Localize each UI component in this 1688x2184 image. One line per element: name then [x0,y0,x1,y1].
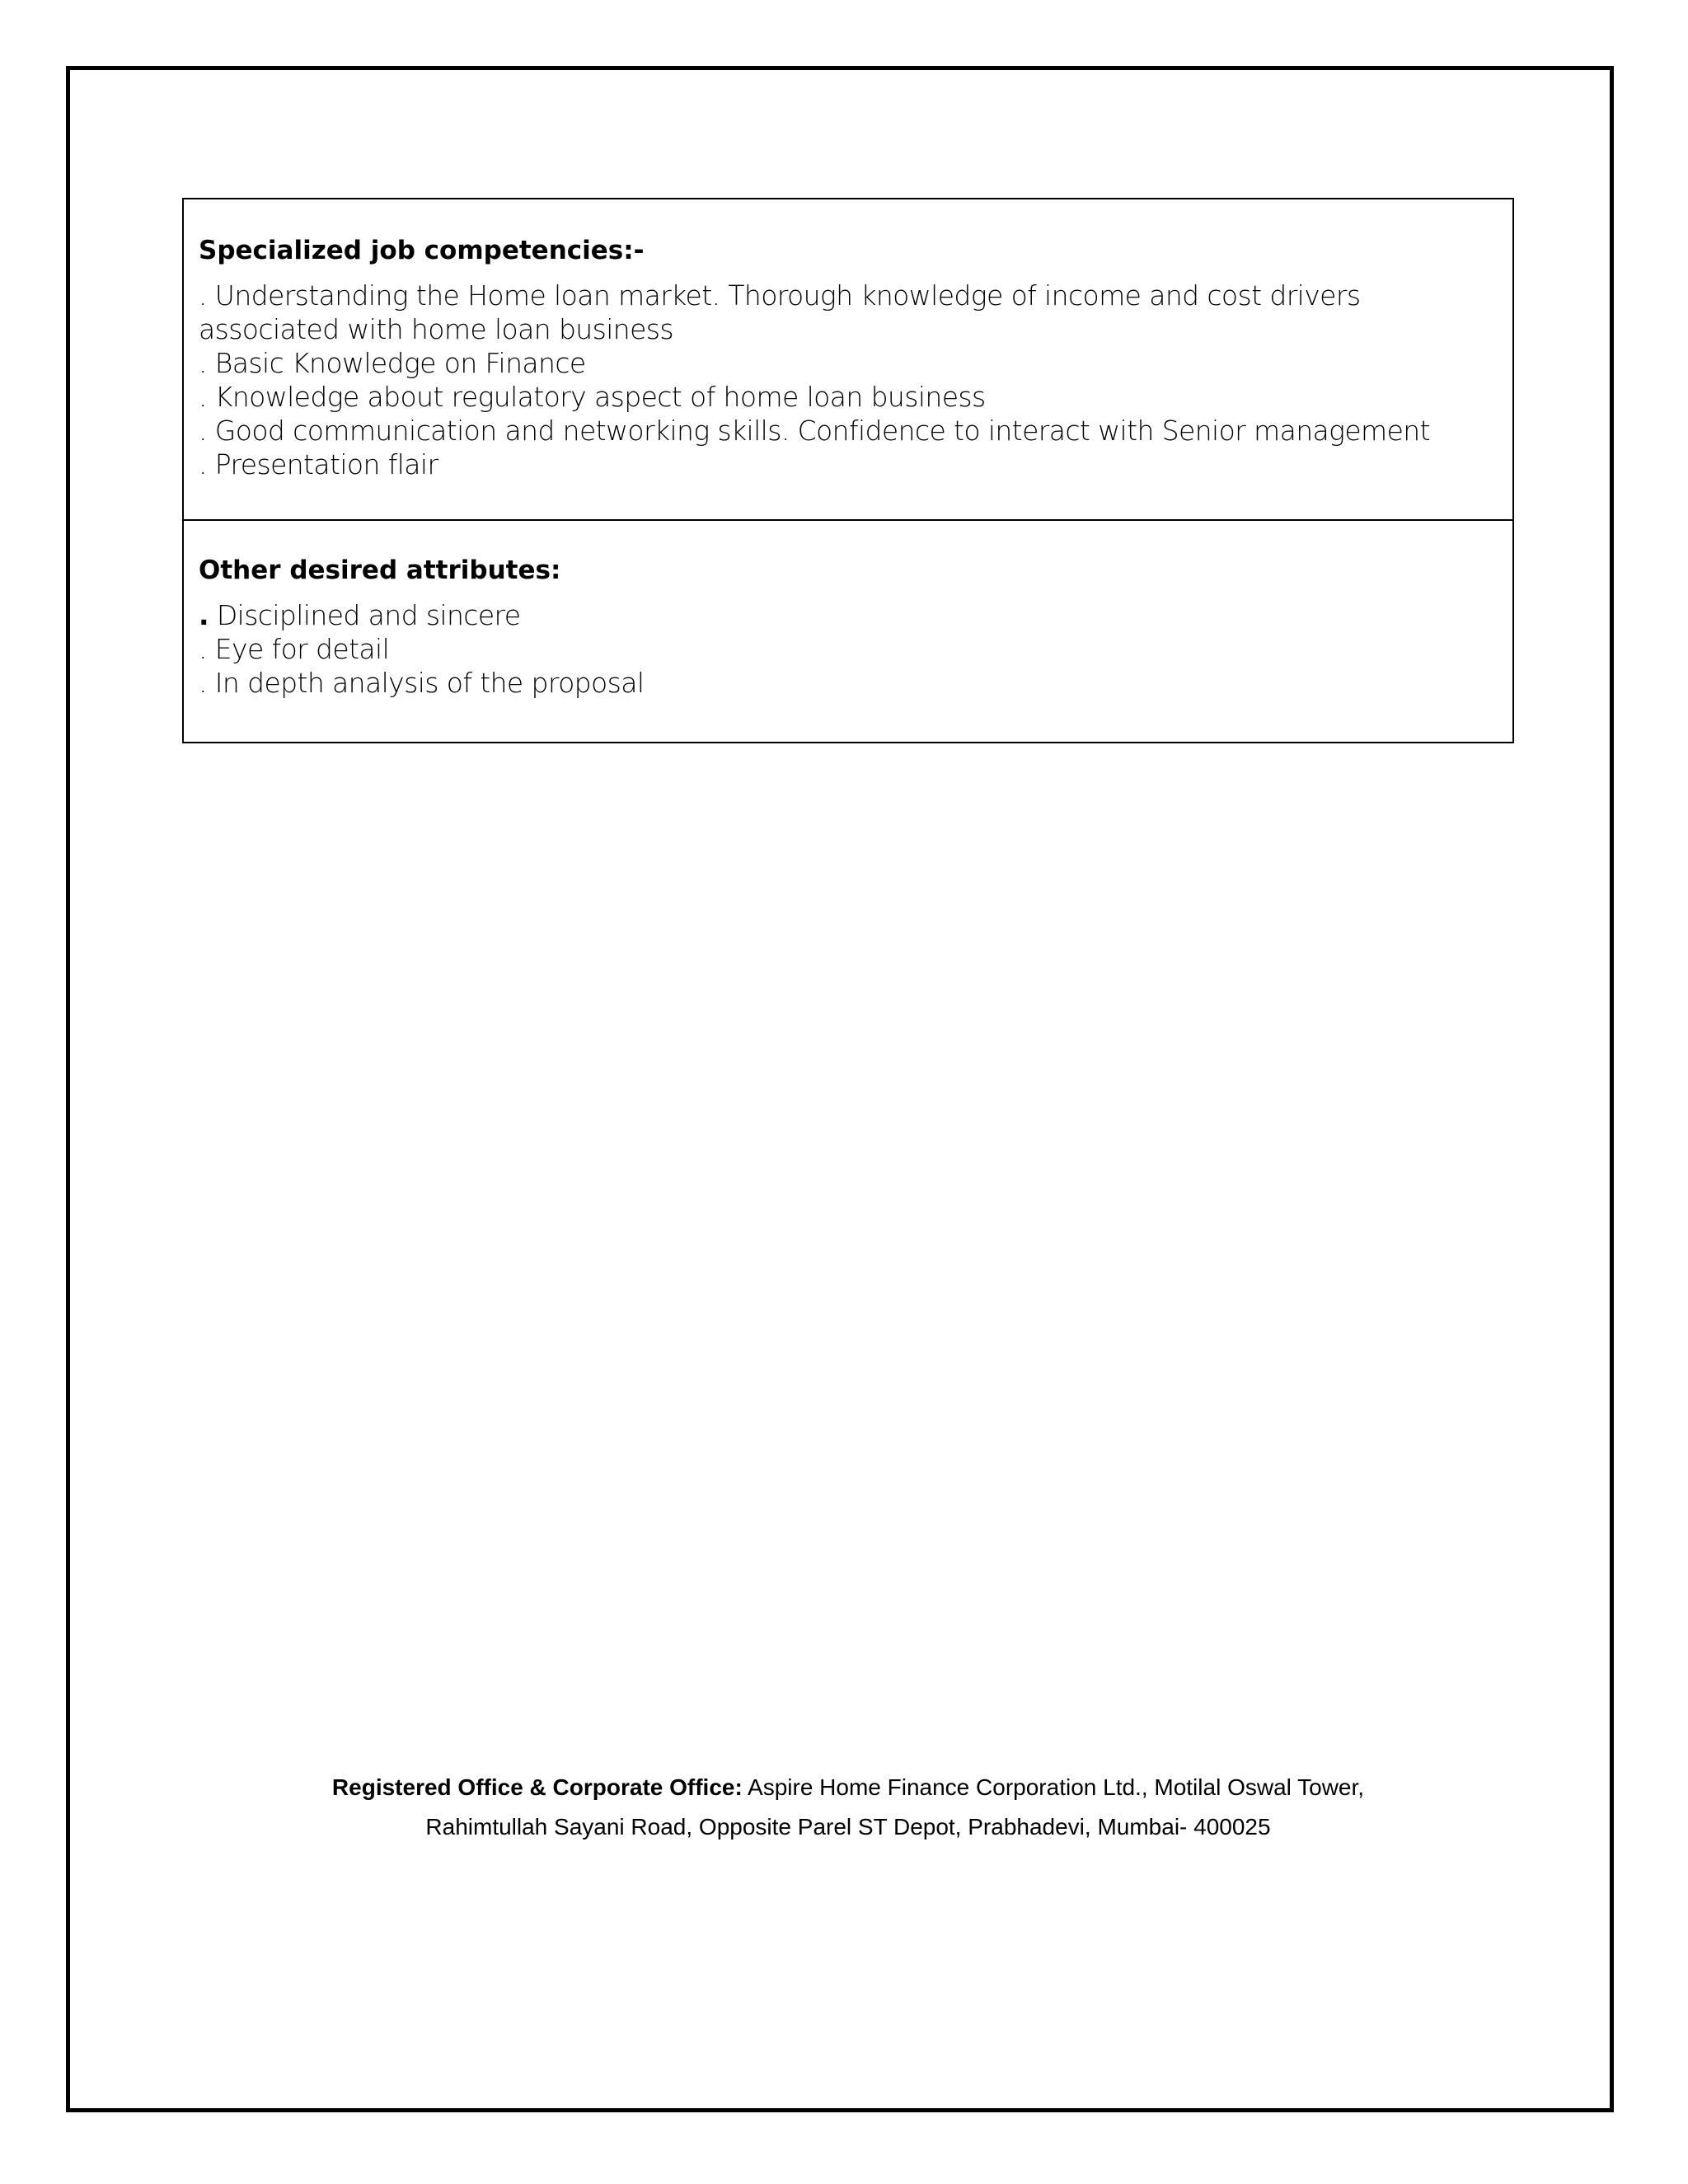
competency-text: Good communication and networking skills. Confidence to interact with Senior management [206,415,1430,447]
footer-label: Registered Office & Corporate Office: [331,1774,743,1800]
footer-line-1 [182,1768,1514,1807]
competency-text: Knowledge about regulatory aspect of home loan business [206,381,986,413]
competencies-section [184,199,1512,521]
competency-text: Understanding the Home loan market. Thorough knowledge of income and cost drivers associated with home loan business [199,279,1361,345]
competency-item [199,380,1498,414]
attributes-section [184,521,1512,742]
competency-item [199,346,1498,380]
footer-address-line-2: Rahimtullah Sayani Road, Opposite Parel ST Depot, Prabhadevi, Mumbai- 400025 [425,1814,1271,1840]
attribute-text: In depth analysis of the proposal [206,667,645,699]
competency-item [199,448,1498,481]
attribute-text: Eye for detail [206,633,390,665]
bullet: . [199,381,207,413]
attributes-list [199,598,1498,700]
bullet: . [199,599,209,631]
footer-address [182,1768,1514,1847]
competency-text: Presentation flair [206,448,438,480]
competencies-list [199,279,1498,481]
attribute-item [199,632,1498,666]
bullet: . [199,448,207,480]
attribute-item [199,666,1498,700]
bullet: . [199,667,207,699]
bullet: . [199,633,207,665]
attribute-text: Disciplined and sincere [208,599,521,631]
bullet: . [199,347,207,379]
bullet: . [199,279,207,312]
attributes-heading: Other desired attributes: [199,555,561,585]
footer-address-line-1: Aspire Home Finance Corporation Ltd., Motilal Oswal Tower, [742,1774,1365,1800]
attribute-item [199,598,1498,632]
competencies-heading: Specialized job competencies:- [199,236,645,265]
competency-item [199,279,1498,346]
competency-item [199,414,1498,448]
competency-text: Basic Knowledge on Finance [206,347,586,379]
bullet: . [199,415,207,447]
content-table [182,198,1514,743]
